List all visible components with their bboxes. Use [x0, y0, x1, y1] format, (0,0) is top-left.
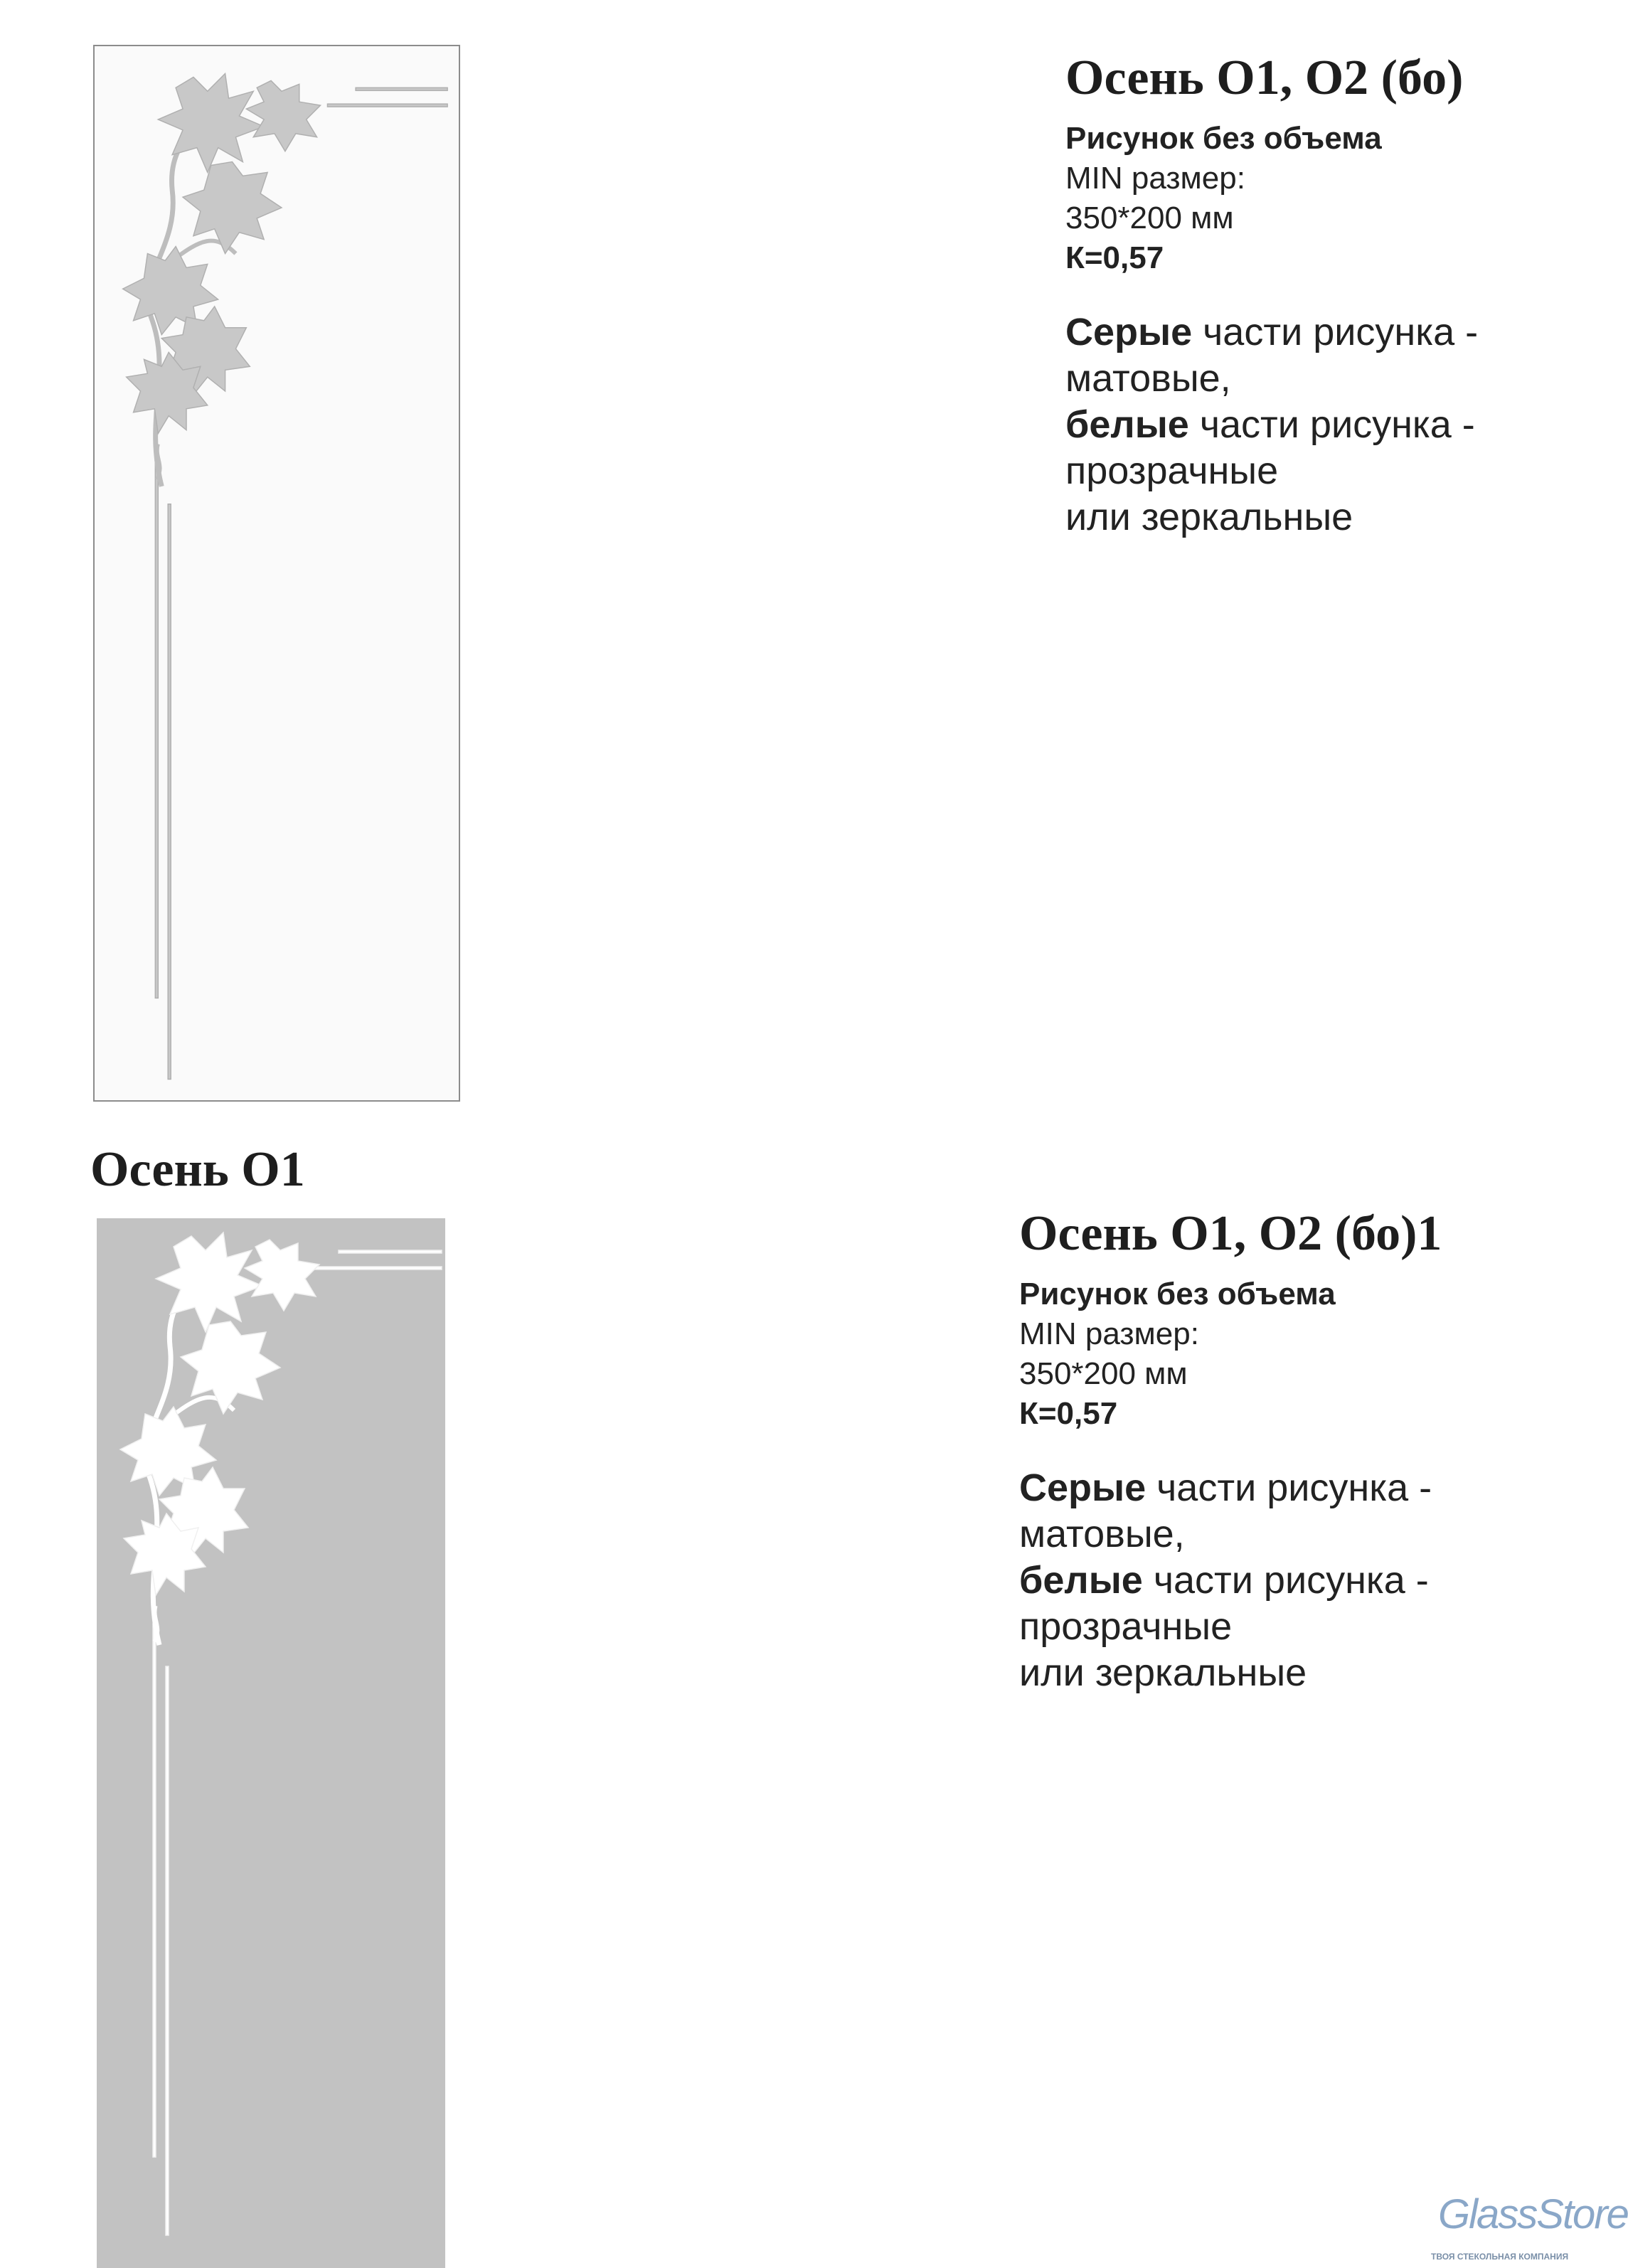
design-preview-panel-2 [97, 1218, 445, 2268]
relief-type: Рисунок без объема [1019, 1276, 1336, 1311]
finish-note [1019, 1465, 1442, 1696]
autumn-leaves-ornament-gray [95, 46, 459, 1100]
white-text: части рисунка - [1188, 403, 1475, 446]
gray-label: Серые [1065, 310, 1193, 353]
min-size-value: 350*200 мм [1065, 200, 1234, 235]
min-size-value: 350*200 мм [1019, 1356, 1188, 1391]
min-size-label: MIN размер: [1019, 1316, 1199, 1351]
coefficient: К=0,57 [1019, 1395, 1118, 1431]
white-text: части рисунка - [1142, 1558, 1429, 1602]
company-logo [1431, 2183, 1628, 2267]
gray-text: части рисунка - [1192, 310, 1479, 353]
transparent-text: прозрачные [1019, 1604, 1233, 1648]
design-specs [1019, 1274, 1442, 1434]
gray-label: Серые [1019, 1466, 1146, 1509]
mirror-text: или зеркальные [1019, 1651, 1307, 1694]
section-caption: Осень О1 [90, 1142, 305, 1197]
design-info-2 [1019, 1205, 1442, 1696]
mirror-text: или зеркальные [1065, 495, 1353, 538]
matte-text: матовые, [1065, 356, 1231, 400]
coefficient: К=0,57 [1065, 240, 1164, 275]
white-label: белые [1065, 403, 1189, 446]
transparent-text: прозрачные [1065, 449, 1279, 492]
logo-text: GlassStore [1438, 2191, 1628, 2237]
design-info-1 [1065, 50, 1478, 541]
gray-text: части рисунка - [1146, 1466, 1432, 1509]
white-label: белые [1019, 1558, 1143, 1602]
design-title: Осень О1, О2 (бо) [1065, 50, 1464, 105]
design-preview-panel-1 [93, 45, 460, 1102]
min-size-label: MIN размер: [1065, 160, 1245, 196]
matte-text: матовые, [1019, 1512, 1185, 1555]
autumn-leaves-ornament-white [97, 1218, 445, 2268]
relief-type: Рисунок без объема [1065, 120, 1382, 156]
design-title: Осень О1, О2 (бо)1 [1019, 1206, 1442, 1261]
logo-slogan: ТВОЯ СТЕКОЛЬНАЯ КОМПАНИЯ [1431, 2252, 1569, 2262]
finish-note [1065, 309, 1478, 541]
design-specs [1065, 119, 1478, 278]
